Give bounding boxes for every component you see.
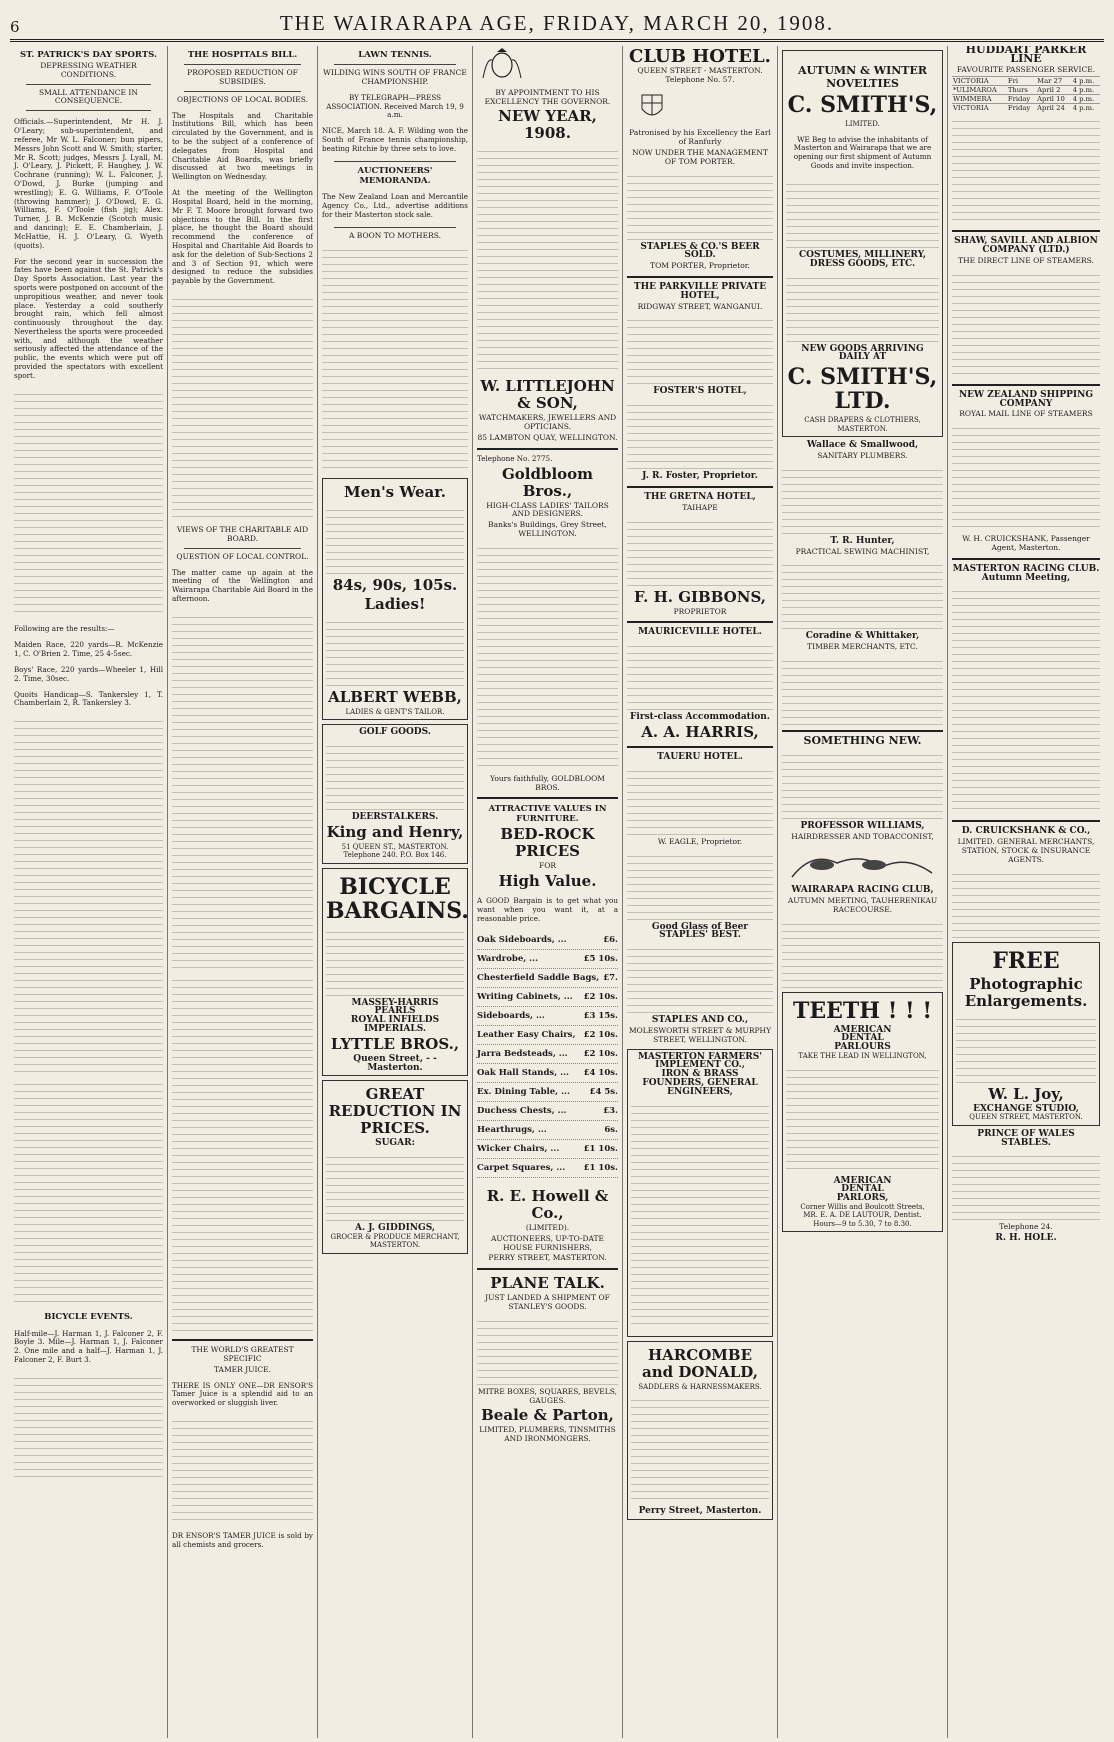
price-value: £2 10s. [583,991,618,1002]
advertiser-name: PROFESSOR WILLIAMS, [800,820,925,831]
advertiser-sub: EXCHANGE STUDIO, [973,1103,1079,1114]
column-4 [473,46,623,1738]
article-text-block [14,388,163,618]
furniture-price-list [477,931,618,1178]
price-value: £2 10s. [583,1048,618,1059]
advertiser-address: MOLESWORTH STREET & MURPHY STREET, WELLINGTON. [628,1025,772,1044]
ad-text-block [627,765,773,835]
advertiser-name: C. SMITH'S, LTD. [787,364,938,415]
advertiser-name: Coradine & Whittaker, [805,631,920,642]
ad-heading: SUGAR: [375,1138,415,1149]
advertiser-name: W. EAGLE, Proprietor. [657,836,743,846]
sailing-row [952,86,1100,95]
advertiser-sub: TIMBER MERCHANTS, ETC. [807,642,918,652]
ad-title: Ladies! [364,594,426,613]
column-2 [168,46,318,1738]
ad-text-block [477,542,618,772]
ad-text-block [786,1064,939,1174]
ad-signature: Yours faithfully, GOLDBLOOM BROS. [490,773,605,792]
advertiser-name: STAPLES AND CO., [651,1015,749,1026]
ad-title: Photographic Enlargements. [964,974,1088,1010]
ad-heading: TAKE THE LEAD IN WELLINGTON, [798,1052,927,1060]
advertiser-sub: FAVOURITE PASSENGER SERVICE. [956,64,1096,74]
ad-text-block [782,464,943,534]
ad-heading: Autumn Meeting, [981,572,1071,583]
ad-title: CLUB HOTEL. [629,46,771,67]
bicycle-brand: PEARLS [374,1006,416,1017]
sailing-cell: Friday [1007,95,1036,104]
ad-text-block [477,1315,618,1385]
ad-text-block [627,943,773,1013]
article-paragraph: At the meeting of the Wellington Hospital Board, held in the morning, Mr F. T. Moore brought forward two objections to the Bill. In the first place, he thought the Board should recommend the conference of Hospital and Charitable Aid Boards to ask for the deletion of Sub-Sections 2 and 3 of Section 91, which were designed to reduce the subsidies payable by the Government. [172,188,313,286]
sailing-cell: VICTORIA [952,77,1007,86]
price-value: 6s. [604,1124,618,1135]
advertiser-name: A. A. HARRIS, [641,722,759,741]
advertiser-sub: HAIRDRESSER AND TOBACCONIST, [791,831,934,841]
article-paragraph: The matter came up again at the meeting of the Wellington and Wairarapa Charitable Aid Board in the afternoon. [172,567,313,604]
sailing-cell: Friday [1007,104,1036,113]
price-item: Oak Hall Stands, ... [477,1067,569,1078]
ad-prices: 84s, 90s, 105s. [332,575,458,594]
ad-heading: TAMER JUICE. [213,1364,272,1374]
ad-title: PRINCE OF WALES STABLES. [977,1128,1075,1148]
ad-heading: First-class Accommodation. [630,712,770,723]
price-value: £5 10s. [583,953,618,964]
advertiser-name: Beale & Parton, [481,1406,614,1425]
ad-title: Men's Wear. [344,482,446,501]
ad-title: TAUERU HOTEL. [657,751,743,762]
ad-heading: MITRE BOXES, SQUARES, BEVELS, GAUGES. [478,1386,617,1405]
article-paragraph: The New Zealand Loan and Mercantile Agency Co., Ltd., advertise additions for their Masterton stock sale. [322,192,468,219]
advertiser-address: 85 LAMBTON QUAY, WELLINGTON. [477,432,618,442]
advertiser-sub: SADDLERS & HARNESSMAKERS. [638,1382,762,1391]
price-row [477,988,618,1007]
advertiser-sub: HIGH-CLASS LADIES' TAILORS AND DESIGNERS. [486,500,609,519]
sailing-cell: April 24 [1036,104,1072,113]
ad-text-block [627,850,773,920]
price-row [477,1083,618,1102]
ad-text: THERE IS ONLY ONE—DR ENSOR'S Tamer Juice is a splendid aid to an overworked or sluggish liver. [172,1380,313,1408]
ad-title: NEW YEAR, 1908. [498,107,597,143]
ad-text-block [952,115,1100,225]
ad-title: BED-ROCK PRICES [500,825,595,861]
advertiser-name: ALBERT WEBB, [328,687,462,706]
ad-title: FREE [992,947,1060,974]
advertiser-sub: (LIMITED). [525,1222,570,1232]
price-value: £2 10s. [583,1029,618,1040]
advertiser-name: King and Henry, [326,822,464,841]
ad-heading: IRON & BRASS FOUNDERS, GENERAL ENGINEERS, [642,1069,758,1097]
bicycle-brand: ROYAL INFIELDS [350,1015,440,1026]
ad-text-block [956,1013,1096,1083]
ad-text-block [627,640,773,710]
price-row [477,1159,618,1178]
ad-text: A GOOD Bargain is to get what you want when you want it, at a reasonable price. [477,896,618,923]
advertiser-address: Banks's Buildings, Grey Street, WELLINGTON. [488,520,607,538]
column-5 [623,46,778,1738]
advertiser-sub: WATCHMAKERS, JEWELLERS AND OPTICIANS. [478,413,617,432]
advertiser-sub: CASH DRAPERS & CLOTHIERS, [804,416,921,425]
ad-title: PLANE TALK. [490,1274,605,1293]
advertiser-name: J. R. Foster, Proprietor. [642,471,758,482]
price-value: £1 10s. [583,1143,618,1154]
bicycle-brand: IMPERIALS. [363,1023,427,1034]
sailing-cell: Mar 27 [1036,77,1072,86]
ad-title: MASTERTON FARMERS' IMPLEMENT CO., [637,1051,763,1071]
price-row [477,1026,618,1045]
section-heading: BICYCLE EVENTS. [44,1312,133,1323]
headline: LAWN TENNIS. [358,50,432,60]
article-paragraph: Boys' Race, 220 yards—Wheeler 1, Hill 2. Time, 30sec. [14,664,163,683]
price-item: Wardrobe, ... [477,953,539,964]
ad-title: High Value. [498,872,597,891]
price-item: Hearthrugs, ... [477,1124,547,1135]
horse-racing-illustration-icon [782,843,942,883]
sailing-cell: WIMMERA [952,95,1007,104]
ad-text-block [782,749,943,819]
headline: ST. PATRICK'S DAY SPORTS. [20,50,157,60]
advertiser-name: A. J. GIDDINGS, [354,1223,435,1234]
price-value: £7. [603,972,618,983]
price-value: £1 10s. [583,1162,618,1173]
ad-heading: JUST LANDED A SHIPMENT OF STANLEY'S GOODS. [485,1293,610,1311]
advertiser-sub: THE DIRECT LINE OF STEAMERS. [958,255,1094,265]
sailing-cell: 4 p.m. [1072,104,1100,113]
advertiser-sub: LIMITED. GENERAL MERCHANTS, STATION, STOCK & INSURANCE AGENTS. [957,837,1095,864]
advertiser-sub: PROPRIETOR [673,606,727,616]
advertiser-address: Perry Street, Masterton. [638,1506,762,1516]
king-henry-ad [322,724,468,864]
advertiser-sub: AUTUMN MEETING, TAUHERENIKAU RACECOURSE. [787,896,938,914]
price-row [477,1140,618,1159]
subheadline: QUESTION OF LOCAL CONTROL. [176,551,309,561]
advertiser-address: GROCER & PRODUCE MERCHANT, MASTERTON. [330,1232,460,1250]
sailing-row [952,95,1100,104]
ad-heading: PARLORS, [836,1193,889,1204]
advertiser-name: R. E. Howell & Co., [486,1186,609,1222]
ad-heading: NEW GOODS ARRIVING DAILY AT [801,343,924,363]
article-text-block [172,611,313,971]
ad-title: MASTERTON RACING CLUB. [952,563,1100,574]
advertiser-telephone: Telephone 240. P.O. Box 146. [343,851,447,860]
advertiser-address: QUEEN STREET, MASTERTON. [969,1113,1083,1122]
column-3 [318,46,473,1738]
advertiser-sub: AUCTIONEERS, UP-TO-DATE HOUSE FURNISHERS, [490,1233,605,1252]
ad-text-block [322,244,468,474]
ad-text-block [952,868,1100,938]
sailing-cell: 4 p.m. [1072,95,1100,104]
article-paragraph: The Hospitals and Charitable Institutions Bill, which has been circulated by the Government, and is to be the subject of a conference of delegates from Hospital and Charitable Aid Boards, was briefly discussed at two meetings in Wellington on Wednesday. [172,110,313,182]
price-item: Oak Sideboards, ... [477,934,567,945]
sailing-cell: 4 p.m. [1072,86,1100,95]
ad-title: SHAW, SAVILL AND ALBION COMPANY (LTD.) [954,236,1098,256]
advertiser-address: PERRY STREET, MASTERTON. [488,1253,607,1263]
ad-text-block [627,314,773,384]
advertiser-address: QUEEN STREET - MASTERTON. Telephone No. 57. [637,66,763,84]
ad-text: WE Beg to advise the inhabitants of Masterton and Wairarapa that we are opening our first shipment of Autumn Goods and invite inspection. [793,134,932,171]
price-row [477,1121,618,1140]
giddings-ad [322,1080,468,1254]
albert-webb-ad [322,478,468,721]
ad-heading: Good Glass of Beer [651,921,749,932]
advertiser-place: MASTERTON. [837,424,888,433]
price-value: £4 10s. [583,1067,618,1078]
ad-place: TAIHAPE [682,502,718,512]
ad-text-block [627,170,773,240]
columns [10,46,1104,1738]
headline: THE HOSPITALS BILL. [187,50,298,60]
ad-text-block [627,399,773,469]
ad-text-block [326,616,464,686]
advertiser-address: Corner Willis and Boulcott Streets, [800,1202,925,1211]
ad-text-block [782,559,943,629]
ad-heading: STAPLES & CO.'S BEER SOLD. [640,241,760,261]
c-smith-autumn-ad [782,50,943,437]
sailing-cell: *ULIMAROA [952,86,1007,95]
farmers-implement-ad [627,1049,773,1337]
ad-title: TEETH ! ! ! [792,997,932,1024]
price-item: Jarra Bedsteads, ... [477,1048,568,1059]
ad-heading: COSTUMES, MILLINERY, DRESS GOODS, ETC. [798,250,927,269]
ad-text-block [952,269,1100,379]
ad-text-block [631,1100,769,1330]
newspaper-title: THE WAIRARAPA AGE, FRIDAY, MARCH 20, 1908. [279,11,835,35]
ad-text-block [326,740,464,810]
ad-heading: A BOON TO MOTHERS. [349,230,441,240]
subheadline: DEPRESSING WEATHER CONDITIONS. [40,61,137,79]
advertiser-name: D. CRUICKSHANK & CO., [961,826,1091,837]
ad-text-block [952,422,1100,532]
sailing-cell: 4 p.m. [1072,77,1100,86]
advertiser-address: 51 QUEEN ST., MASTERTON. [341,842,449,851]
price-row [477,1102,618,1121]
price-value: £6. [603,934,618,945]
advertiser-name: TOM PORTER, Proprietor. [650,261,750,271]
ad-title: GREAT REDUCTION IN PRICES. [328,1085,462,1138]
sailing-cell: VICTORIA [952,104,1007,113]
advertiser-name: HARCOMBE and DONALD, [641,1345,758,1381]
ad-text-block [782,655,943,725]
ad-heading: GOLF GOODS. [359,727,431,737]
article-paragraph: Officials.—Superintendent, Mr H. J. O'Leary; sub-superintendent, and referee, Mr W. L. Falconer; bun pipers, Messrs John Scott and W. Smith; starter, Mr R. Scott; judges, Messrs J. Lyall, M. J. O'Leary, J. Pickett, F. Haughey, J. W. Cochrane (running); W. L. Falconer, J. O'Dowd, J. Burke (jumping and wrestling); E. G. Williams, F. O'Toole (throwing hammer); J. O'Dowd, E. G. Williams, F. O'Toole (fish jig); Alex. Turner, J. B. McKenzie (Scotch music and dancing); E. E. Chamberlain, J. McHattie, H. J. O'Leary, G. Wyeth (quoits). [14,117,163,250]
article-paragraph: Following are the results:— [14,624,115,634]
ad-heading: STAPLES' BEST. [659,930,741,941]
ad-heading: DENTAL [841,1184,884,1195]
price-item: Sideboards, ... [477,1010,545,1021]
advertiser-address: Queen Street, - - Masterton. [353,1053,437,1073]
price-item: Chesterfield Saddle Bags, [477,972,600,983]
sailing-row [952,104,1100,113]
advertiser-name: W. H. CRUICKSHANK, Passenger Agent, Masterton. [962,534,1090,552]
price-value: £4 5s. [589,1086,618,1097]
price-value: £3 15s. [583,1010,618,1021]
price-item: Carpet Squares, ... [477,1162,566,1173]
ad-text-block [477,145,618,375]
ad-text-block [786,272,939,342]
article-paragraph: NICE, March 18. A. F. Wilding won the South of France tennis championship, beating Ritchie by three sets to love. [322,126,468,153]
column-6 [778,46,948,1738]
lyttle-bros-ad [322,868,468,1077]
ad-title: NEW ZEALAND SHIPPING COMPANY [958,389,1094,409]
advertiser-name: R. H. HOLE. [995,1233,1057,1244]
advertiser-telephone: Telephone No. 2775. [477,453,553,463]
subheadline: VIEWS OF THE CHARITABLE AID BOARD. [176,525,309,543]
article-paragraph: Maiden Race, 220 yards—R. McKenzie 1, C. O'Brien 2. Time, 25 4-5sec. [14,640,163,658]
ad-title: THE GRETNA HOTEL, [644,491,756,502]
price-row [477,1064,618,1083]
ad-heading: NOW UNDER THE MANAGEMENT OF TOM PORTER. [632,147,768,166]
ad-text-block [786,178,939,248]
article-paragraph: Half-mile—J. Harman 1, J. Falconer 2, F. Boyle 3. Mile—J. Harman 1, J. Falconer 2. One mile and a half—J. Harman 1, J. Falconer 2, F. Burt 3. [14,1328,163,1364]
appointment-line: BY APPOINTMENT TO HIS EXCELLENCY THE GOVERNOR. [484,87,611,106]
page-number: 6 [10,18,20,36]
ad-text: Patronised by his Excellency the Earl of Ranfurly [629,128,771,147]
ad-text-block [326,926,464,996]
ad-title: SOMETHING NEW. [803,734,922,748]
ad-heading: ATTRACTIVE VALUES IN FURNITURE. [488,804,607,825]
article-text-block [14,1372,163,1482]
advertiser-sub: ROYAL MAIL LINE OF STEAMERS [959,409,1093,419]
advertiser-name: Goldbloom Bros., [501,464,594,500]
ad-title: MAURICEVILLE HOTEL. [638,627,762,638]
price-item: Duchess Chests, ... [477,1105,567,1116]
ad-heading: FOR [539,861,556,871]
advertiser-sub: SANITARY PLUMBERS. [817,451,908,461]
advertiser-name: T. R. Hunter, [830,535,895,546]
advertiser-sub: LIMITED, PLUMBERS, TINSMITHS AND IRONMONGERS. [479,1425,616,1444]
advertiser-name: W. LITTLEJOHN & SON, [480,377,615,413]
sailing-cell: April 2 [1036,86,1072,95]
headline: AUCTIONEERS' MEMORANDA. [357,165,433,186]
article-paragraph: For the second year in succession the fates have been against the St. Patrick's Day Sports Association. Last year the sports were postponed on account of the unpropitious weather, and never took place. Yesterday a cold southerly brought rain, which fell almost continuously throughout the day. Nevertheless the sports were proceeded with, and although the weather seriously affected the attendance of the public, the events which were put off provided the spectators with excellent sport. [14,256,163,380]
american-dental-ad [782,992,943,1233]
ad-title: BICYCLE BARGAINS. [326,873,469,924]
ad-heading: DENTAL [841,1033,884,1044]
ad-text-block [631,1394,769,1504]
price-item: Wicker Chairs, ... [477,1143,560,1154]
advertiser-name: C. SMITH'S, [787,92,938,118]
ad-title: WAIRARAPA RACING CLUB, [791,885,934,896]
bicycle-brand: MASSEY-HARRIS [351,997,439,1008]
advertiser-name: F. H. GIBBONS, [634,587,766,606]
ad-heading: DEERSTALKERS. [351,811,439,822]
advertiser-name: MR. E. A. DE LAUTOUR, Dentist. [803,1211,922,1220]
subheadline: SMALL ATTENDANCE IN CONSEQUENCE. [39,87,138,106]
price-row [477,931,618,950]
advertiser-sub: PRACTICAL SEWING MACHINIST, [795,546,930,556]
ad-text: DR ENSOR'S TAMER JUICE is sold by all chemists and grocers. [172,1531,313,1550]
sailing-schedule-table [952,76,1100,112]
advertiser-name: W. L. Joy, [988,1084,1064,1103]
ad-text-block [782,918,943,988]
photographic-enlargements-ad [952,942,1100,1126]
advertiser-name: LYTTLE BROS., [330,1034,460,1053]
advertiser-sub: LIMITED. [845,120,880,128]
sailing-cell: April 10 [1036,95,1072,104]
article-text-block [14,1078,163,1308]
price-row [477,1045,618,1064]
column-7 [948,46,1104,1738]
subheadline: WILDING WINS SOUTH OF FRANCE CHAMPIONSHIP. [323,68,467,86]
price-row [477,1007,618,1026]
advertiser-address: RIDGWAY STREET, WANGANUI. [637,301,763,311]
subheadline: PROPOSED REDUCTION OF SUBSIDIES. [187,68,298,86]
article-text-block [14,715,163,1075]
ad-title: HUDDART PARKER LINE [965,46,1087,65]
price-item: Leather Easy Chairs, [477,1029,576,1040]
masthead [10,6,1104,42]
sailing-cell: Thurs [1007,86,1036,95]
advertiser-hours: Hours—9 to 5.30, 7 to 8.30. [813,1219,912,1228]
coat-of-arms-icon [627,89,677,123]
advertiser-telephone: Telephone 24. [999,1222,1053,1232]
article-text-block [172,974,313,1334]
price-row [477,950,618,969]
advertiser-sub: LADIES & GENT'S TAILOR. [345,707,445,716]
ad-heading: AMERICAN [833,1024,892,1035]
ad-heading: THE WORLD'S GREATEST SPECIFIC [191,1345,294,1363]
ad-title: THE PARKVILLE PRIVATE HOTEL, [633,281,767,301]
ad-text-block [952,1150,1100,1220]
ad-text-block [326,1151,464,1221]
dateline: BY TELEGRAPH—PRESS ASSOCIATION. Received March 19, 9 a.m. [326,92,464,120]
ad-text-block [627,516,773,586]
price-row [477,969,618,988]
ad-heading: PARLOURS [834,1042,891,1053]
harcombe-donald-ad [627,1341,773,1520]
subheadline: OBJECTIONS OF LOCAL BODIES. [177,94,308,104]
advertiser-name: Wallace & Smallwood, [806,440,919,451]
ad-text-block [952,585,1100,815]
sailing-row [952,77,1100,86]
royal-crest-icon [477,48,527,82]
ad-title: FOSTER'S HOTEL, [653,386,747,397]
column-1 [10,46,168,1738]
ad-title: AUTUMN & WINTER NOVELTIES [798,64,927,90]
sailing-cell: Fri [1007,77,1036,86]
article-paragraph: Quoits Handicap—S. Tankersley 1, T. Chamberlain 2, R. Tankersley 3. [14,689,163,708]
article-text-block [172,293,313,523]
price-value: £3. [603,1105,618,1116]
ad-heading: AMERICAN [833,1175,892,1186]
ad-text-block [326,504,464,574]
price-item: Ex. Dining Table, ... [477,1086,570,1097]
ad-text-block [172,1415,313,1525]
price-item: Writing Cabinets, ... [477,991,573,1002]
